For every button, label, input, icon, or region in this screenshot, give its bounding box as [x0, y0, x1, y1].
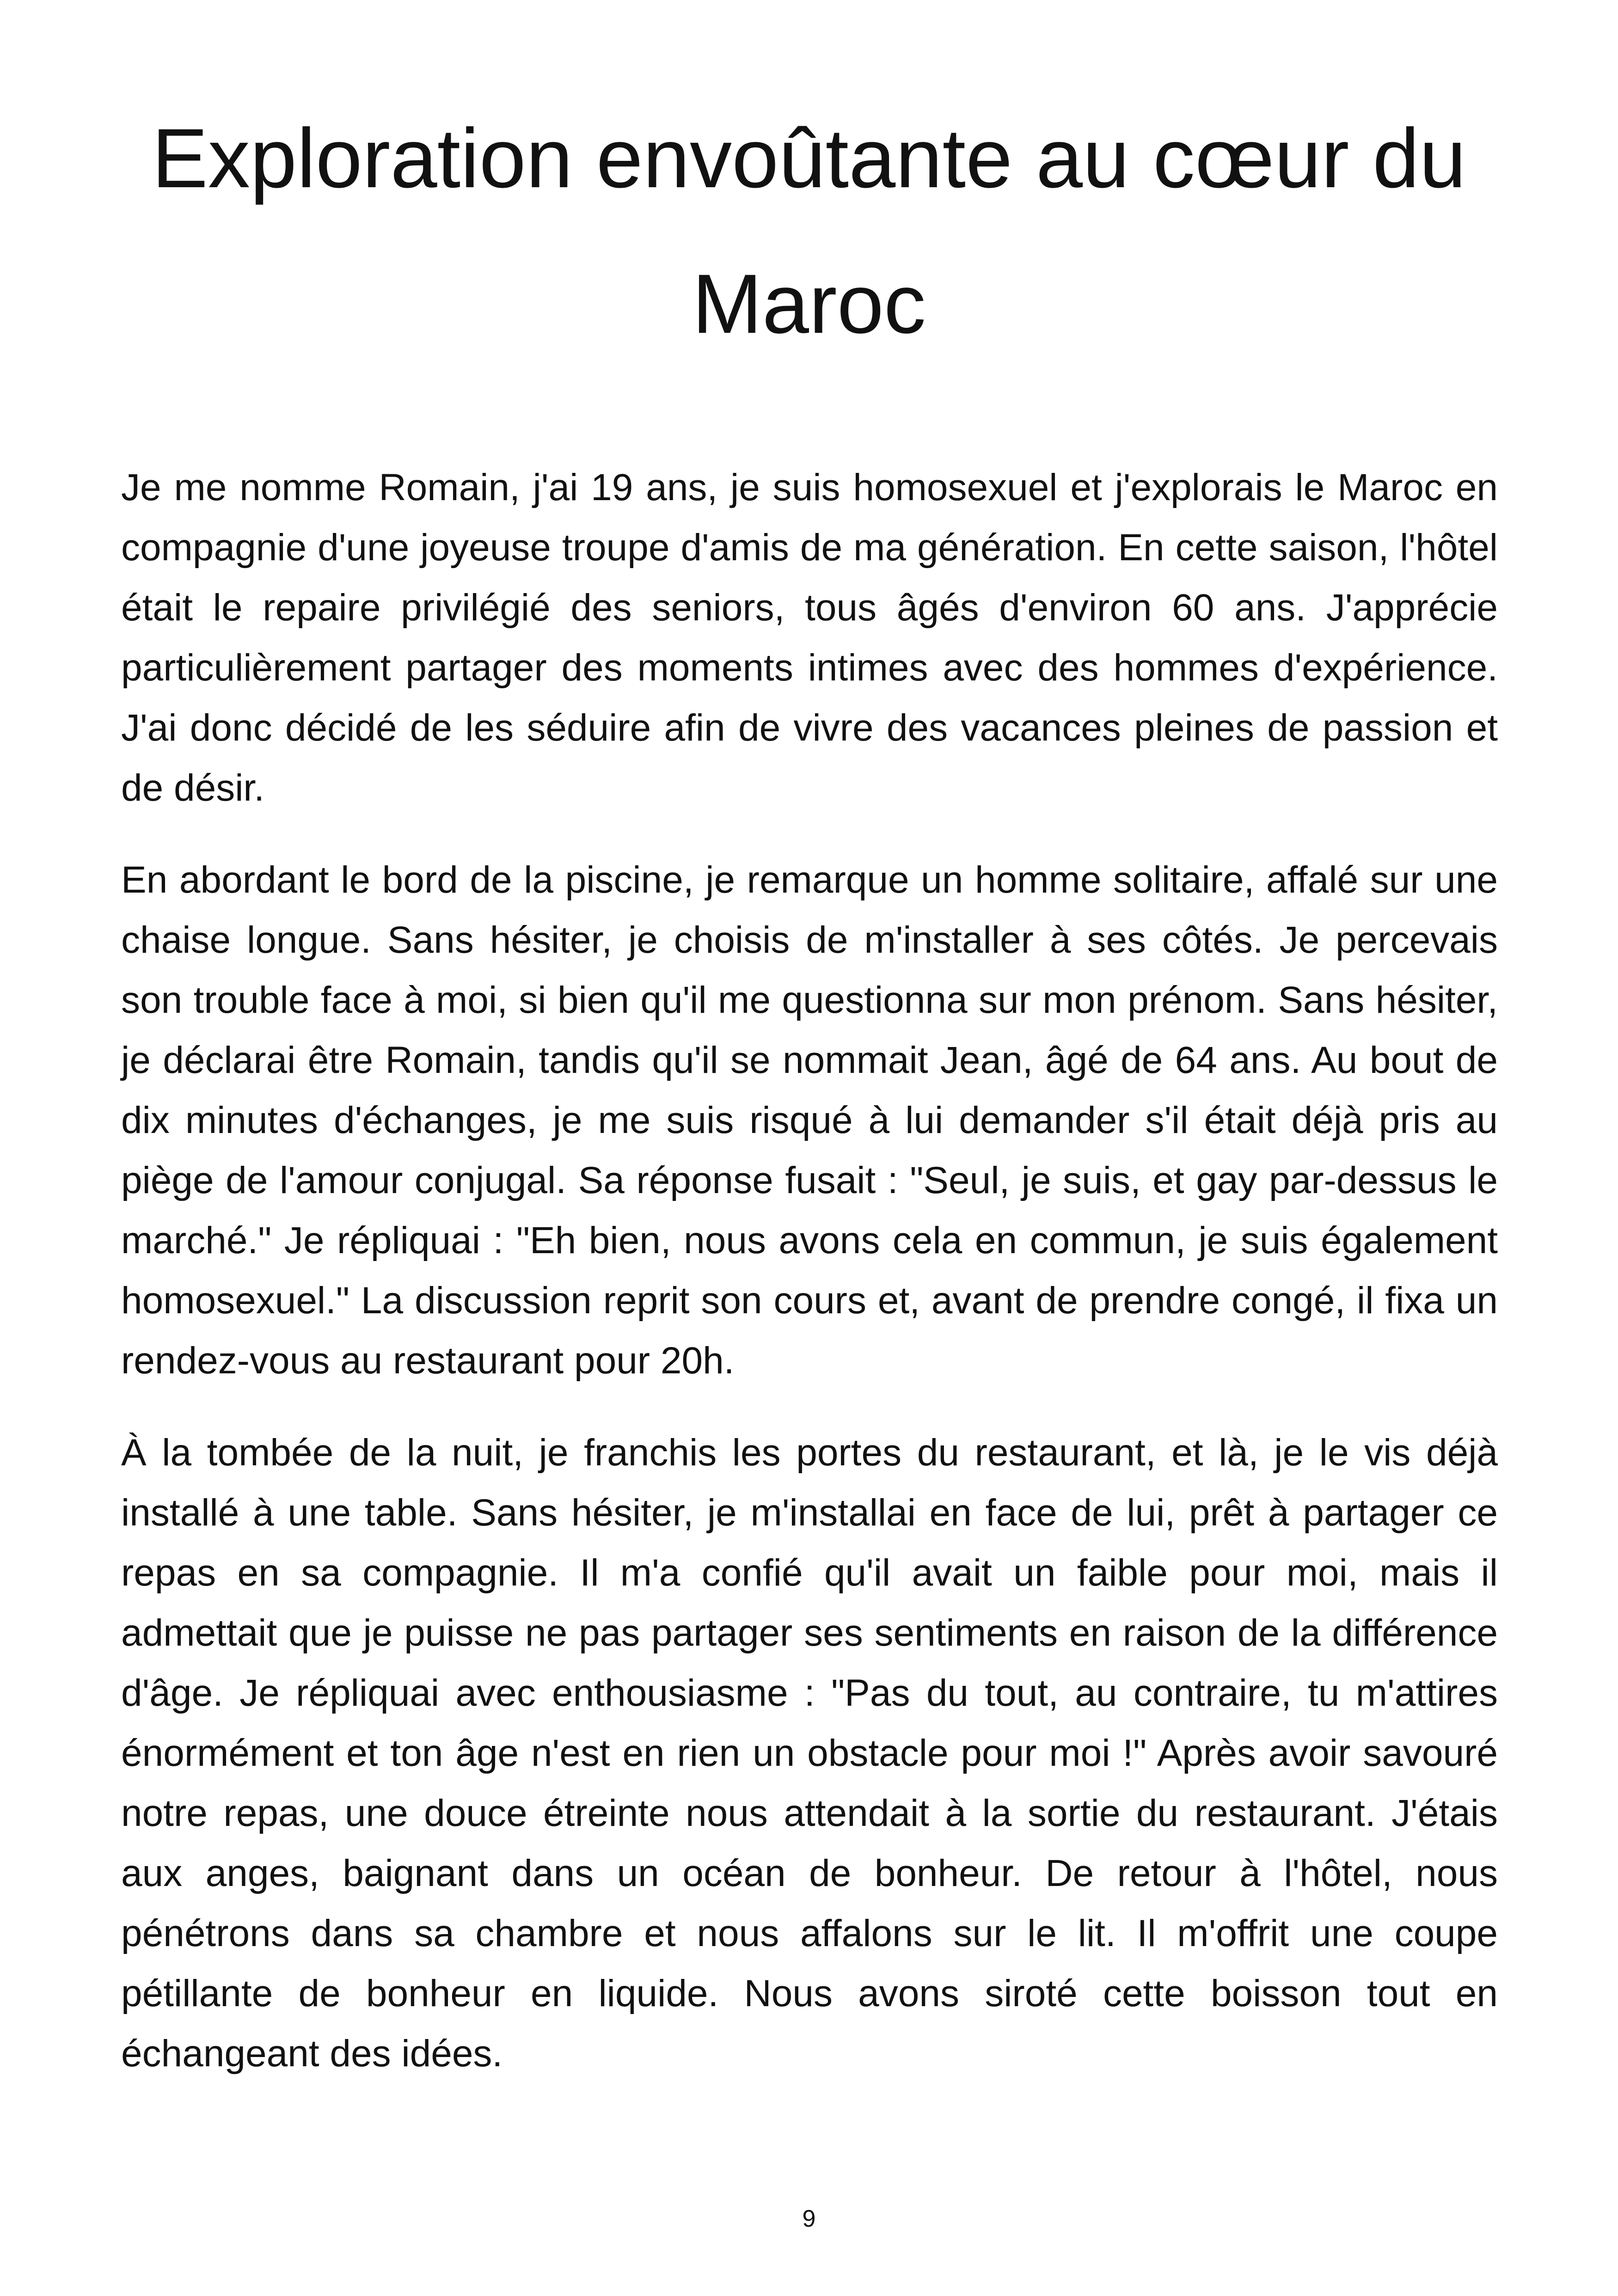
paragraph-2: En abordant le bord de la piscine, je remarque un homme solitaire, affalé sur une chaise longue. Sans hésiter, je choisis de m'installer à ses côtés. Je percevais son trouble face à moi, si bien qu'il me questionna sur mon prénom. Sans hésiter, je déclarai être Romain, tandis qu'il se nommait Jean, âgé de 64 ans. Au bout de dix minutes d'échanges, je me suis risqué à lui demander s'il était déjà pris au piège de l'amour conjugal. Sa réponse fusait : "Seul, je suis, et gay par-dessus le marché." Je répliquai : "Eh bien, nous avons cela en commun, je suis également homosexuel." La discussion reprit son cours et, avant de prendre congé, il fixa un rendez-vous au restaurant pour 20h. [121, 859, 1498, 1382]
page-number: 9 [802, 2205, 816, 2232]
body-text [121, 458, 1498, 2116]
paragraph-3: À la tombée de la nuit, je franchis les portes du restaurant, et là, je le vis déjà installé à une table. Sans hésiter, je m'installai en face de lui, prêt à partager ce repas en sa compagnie. Il m'a confié qu'il avait un faible pour moi, mais il admettait que je puisse ne pas partager ses sentiments en raison de la différence d'âge. Je répliquai avec enthousiasme : "Pas du tout, au contraire, tu m'attires énormément et ton âge n'est en rien un obstacle pour moi !" Après avoir savouré notre repas, une douce étreinte nous attendait à la sortie du restaurant. J'étais aux anges, baignant dans un océan de bonheur. De retour à l'hôtel, nous pénétrons dans sa chambre et nous affalons sur le lit. Il m'offrit une coupe pétillante de bonheur en liquide. Nous avons siroté cette boisson tout en échangeant des idées. [121, 1432, 1498, 2075]
page-title: Exploration envoûtante au cœur du Maroc [152, 111, 1466, 351]
paragraph-1: Je me nomme Romain, j'ai 19 ans, je suis homosexuel et j'explorais le Maroc en compagnie d'une joyeuse troupe d'amis de ma génération. En cette saison, l'hôtel était le repaire privilégié des seniors, tous âgés d'environ 60 ans. J'apprécie particulièrement partager des moments intimes avec des hommes d'expérience. J'ai donc décidé de les séduire afin de vivre des vacances pleines de passion et de désir. [121, 466, 1498, 809]
